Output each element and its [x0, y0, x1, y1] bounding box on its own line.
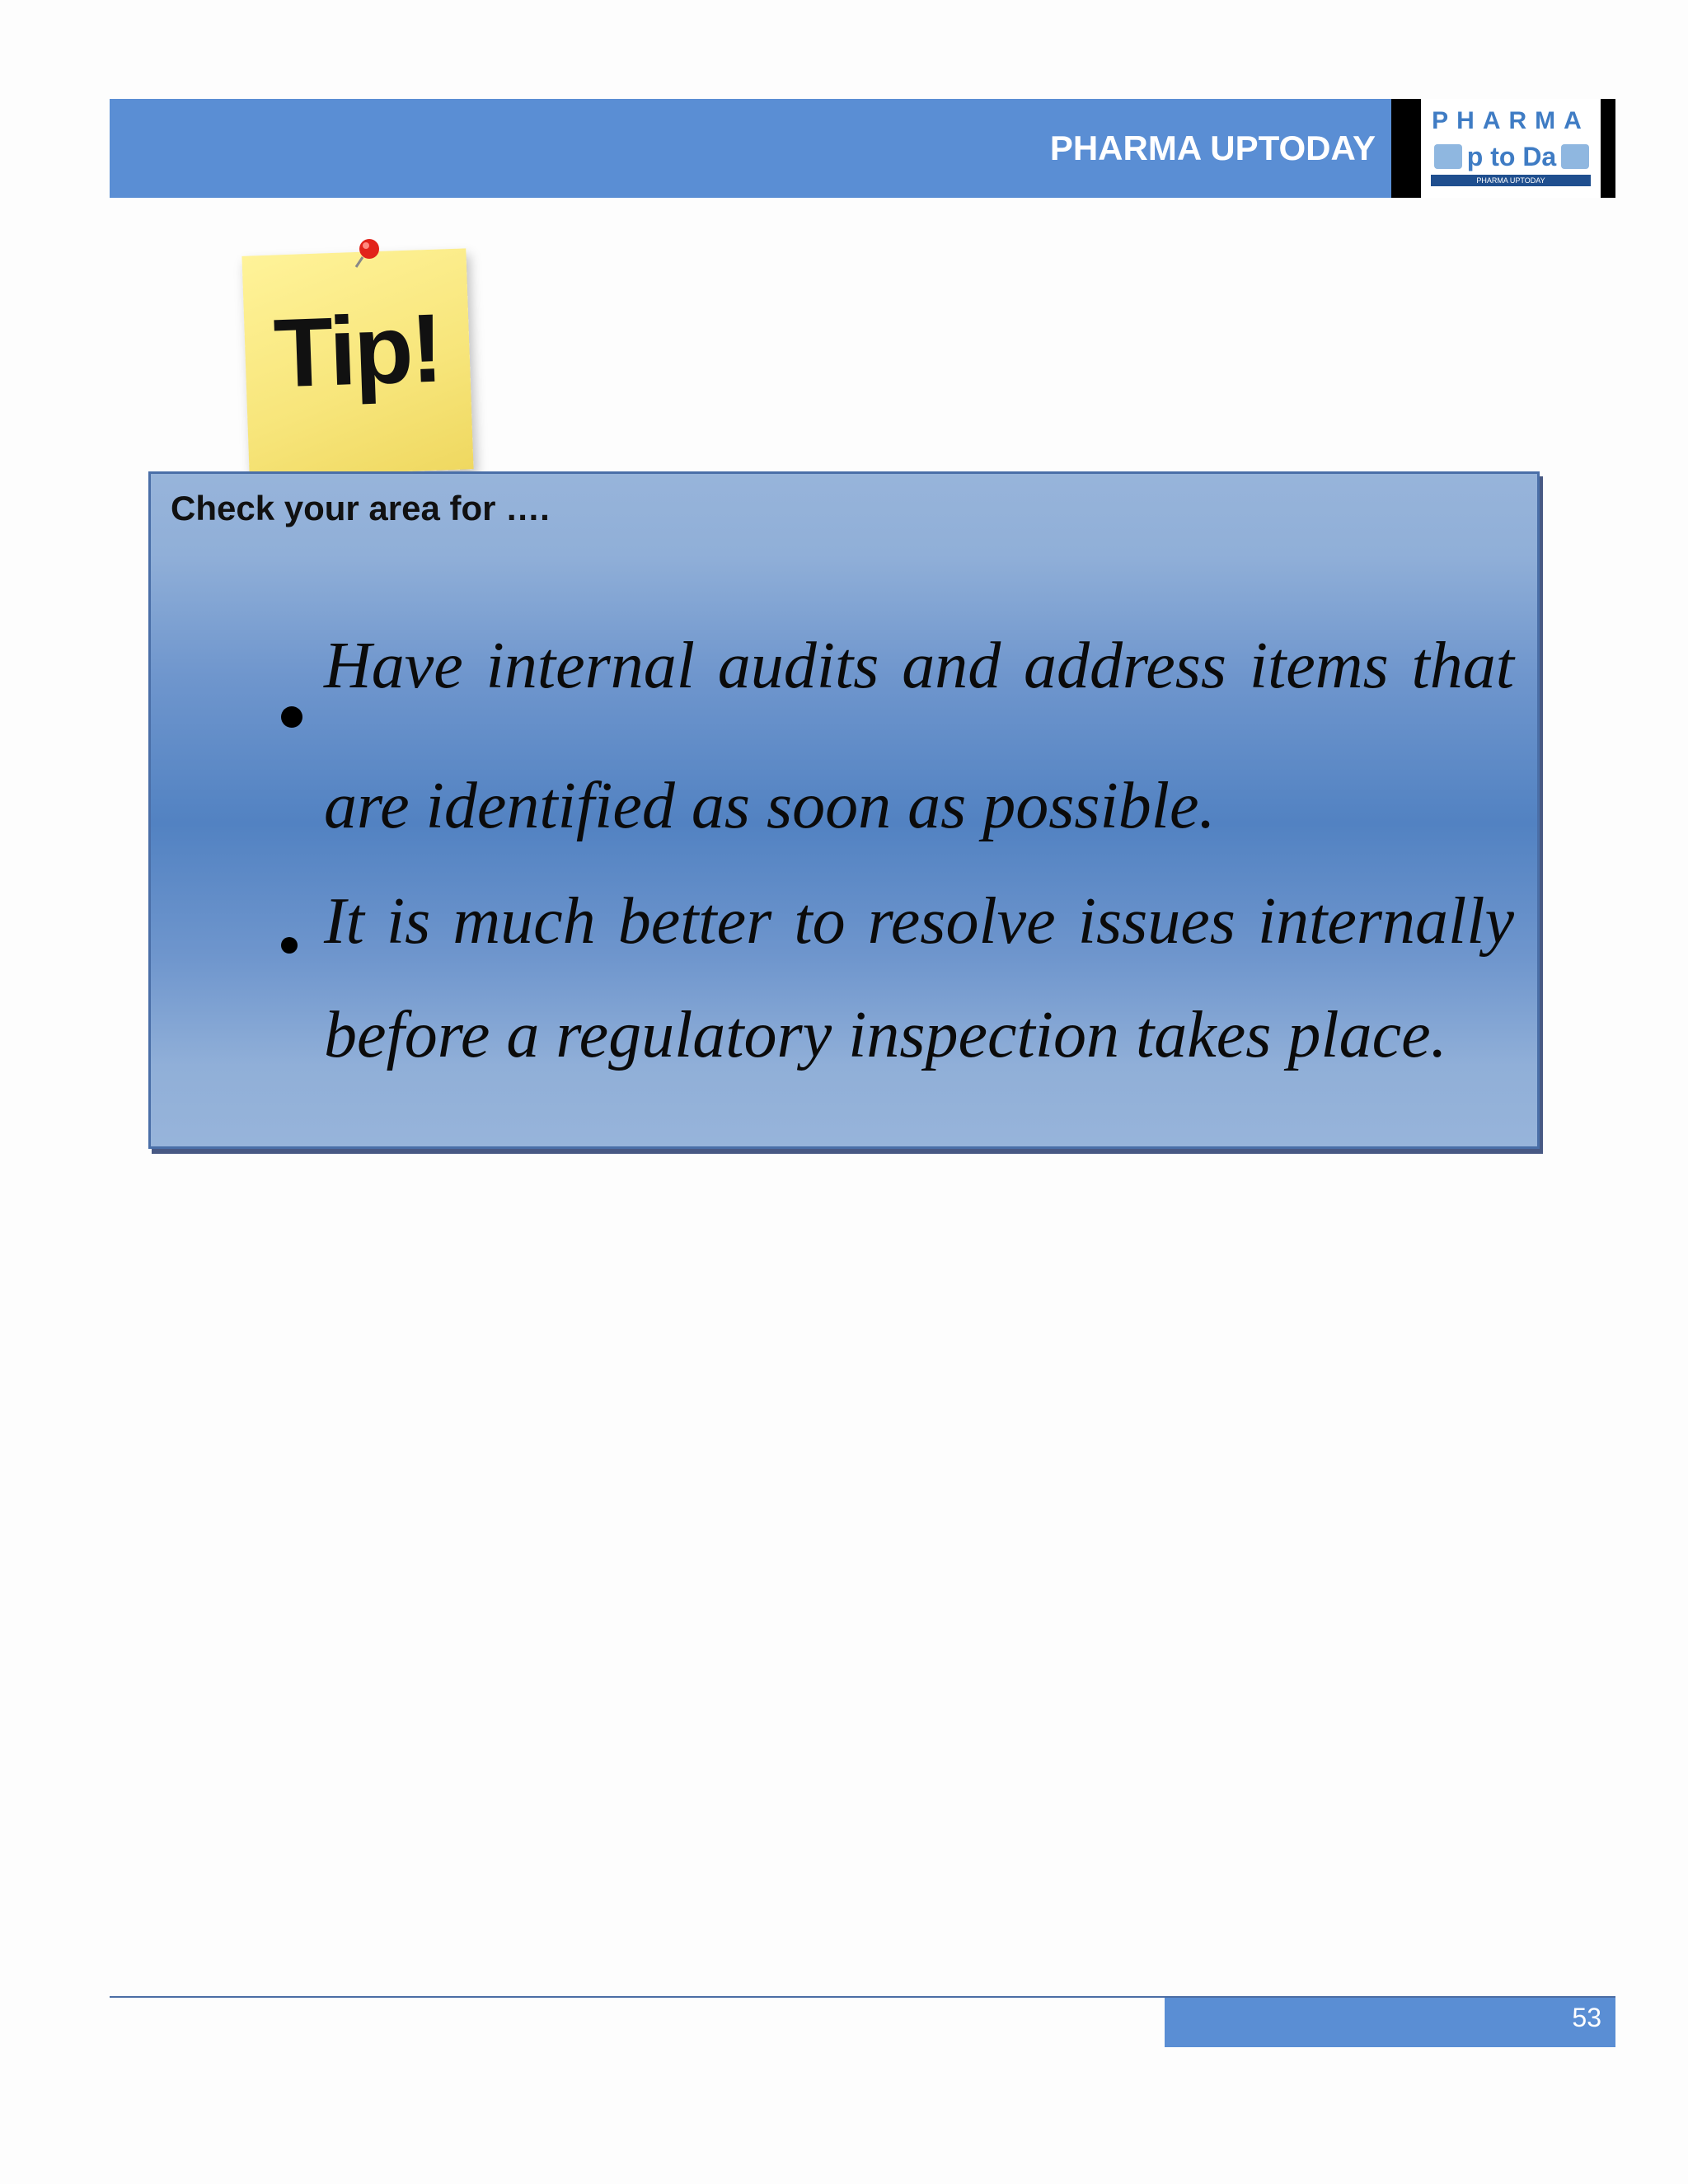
header-title: PHARMA UPTODAY — [1049, 129, 1376, 167]
bullet-item — [274, 596, 1514, 876]
bullet-text: It is much better to resolve issues internally before a regulatory inspection takes place. — [324, 885, 1514, 1071]
bullet-text: Have internal audits and address items that are identified as soon as possible. — [324, 630, 1514, 842]
tip-box — [148, 471, 1540, 1149]
calendar-icon — [1561, 144, 1589, 169]
tip-sticky-note — [241, 248, 473, 476]
pen-icon — [1434, 144, 1462, 169]
bullet-icon — [281, 706, 302, 728]
bullet-icon — [281, 937, 298, 954]
tip-label: Tip! — [272, 293, 443, 409]
pharma-uptoday-logo — [1391, 99, 1615, 198]
logo-mid-row — [1428, 142, 1596, 171]
bullet-item — [274, 865, 1514, 1092]
page-number: 53 — [1572, 2002, 1601, 2032]
logo-mid-text: p to Da — [1466, 141, 1557, 171]
logo-top-text: PHARMA — [1432, 107, 1590, 134]
tip-box-heading: Check your area for …. — [171, 489, 550, 527]
logo-sub-text: PHARMA UPTODAY — [1431, 175, 1591, 186]
push-pin-icon — [351, 236, 384, 269]
